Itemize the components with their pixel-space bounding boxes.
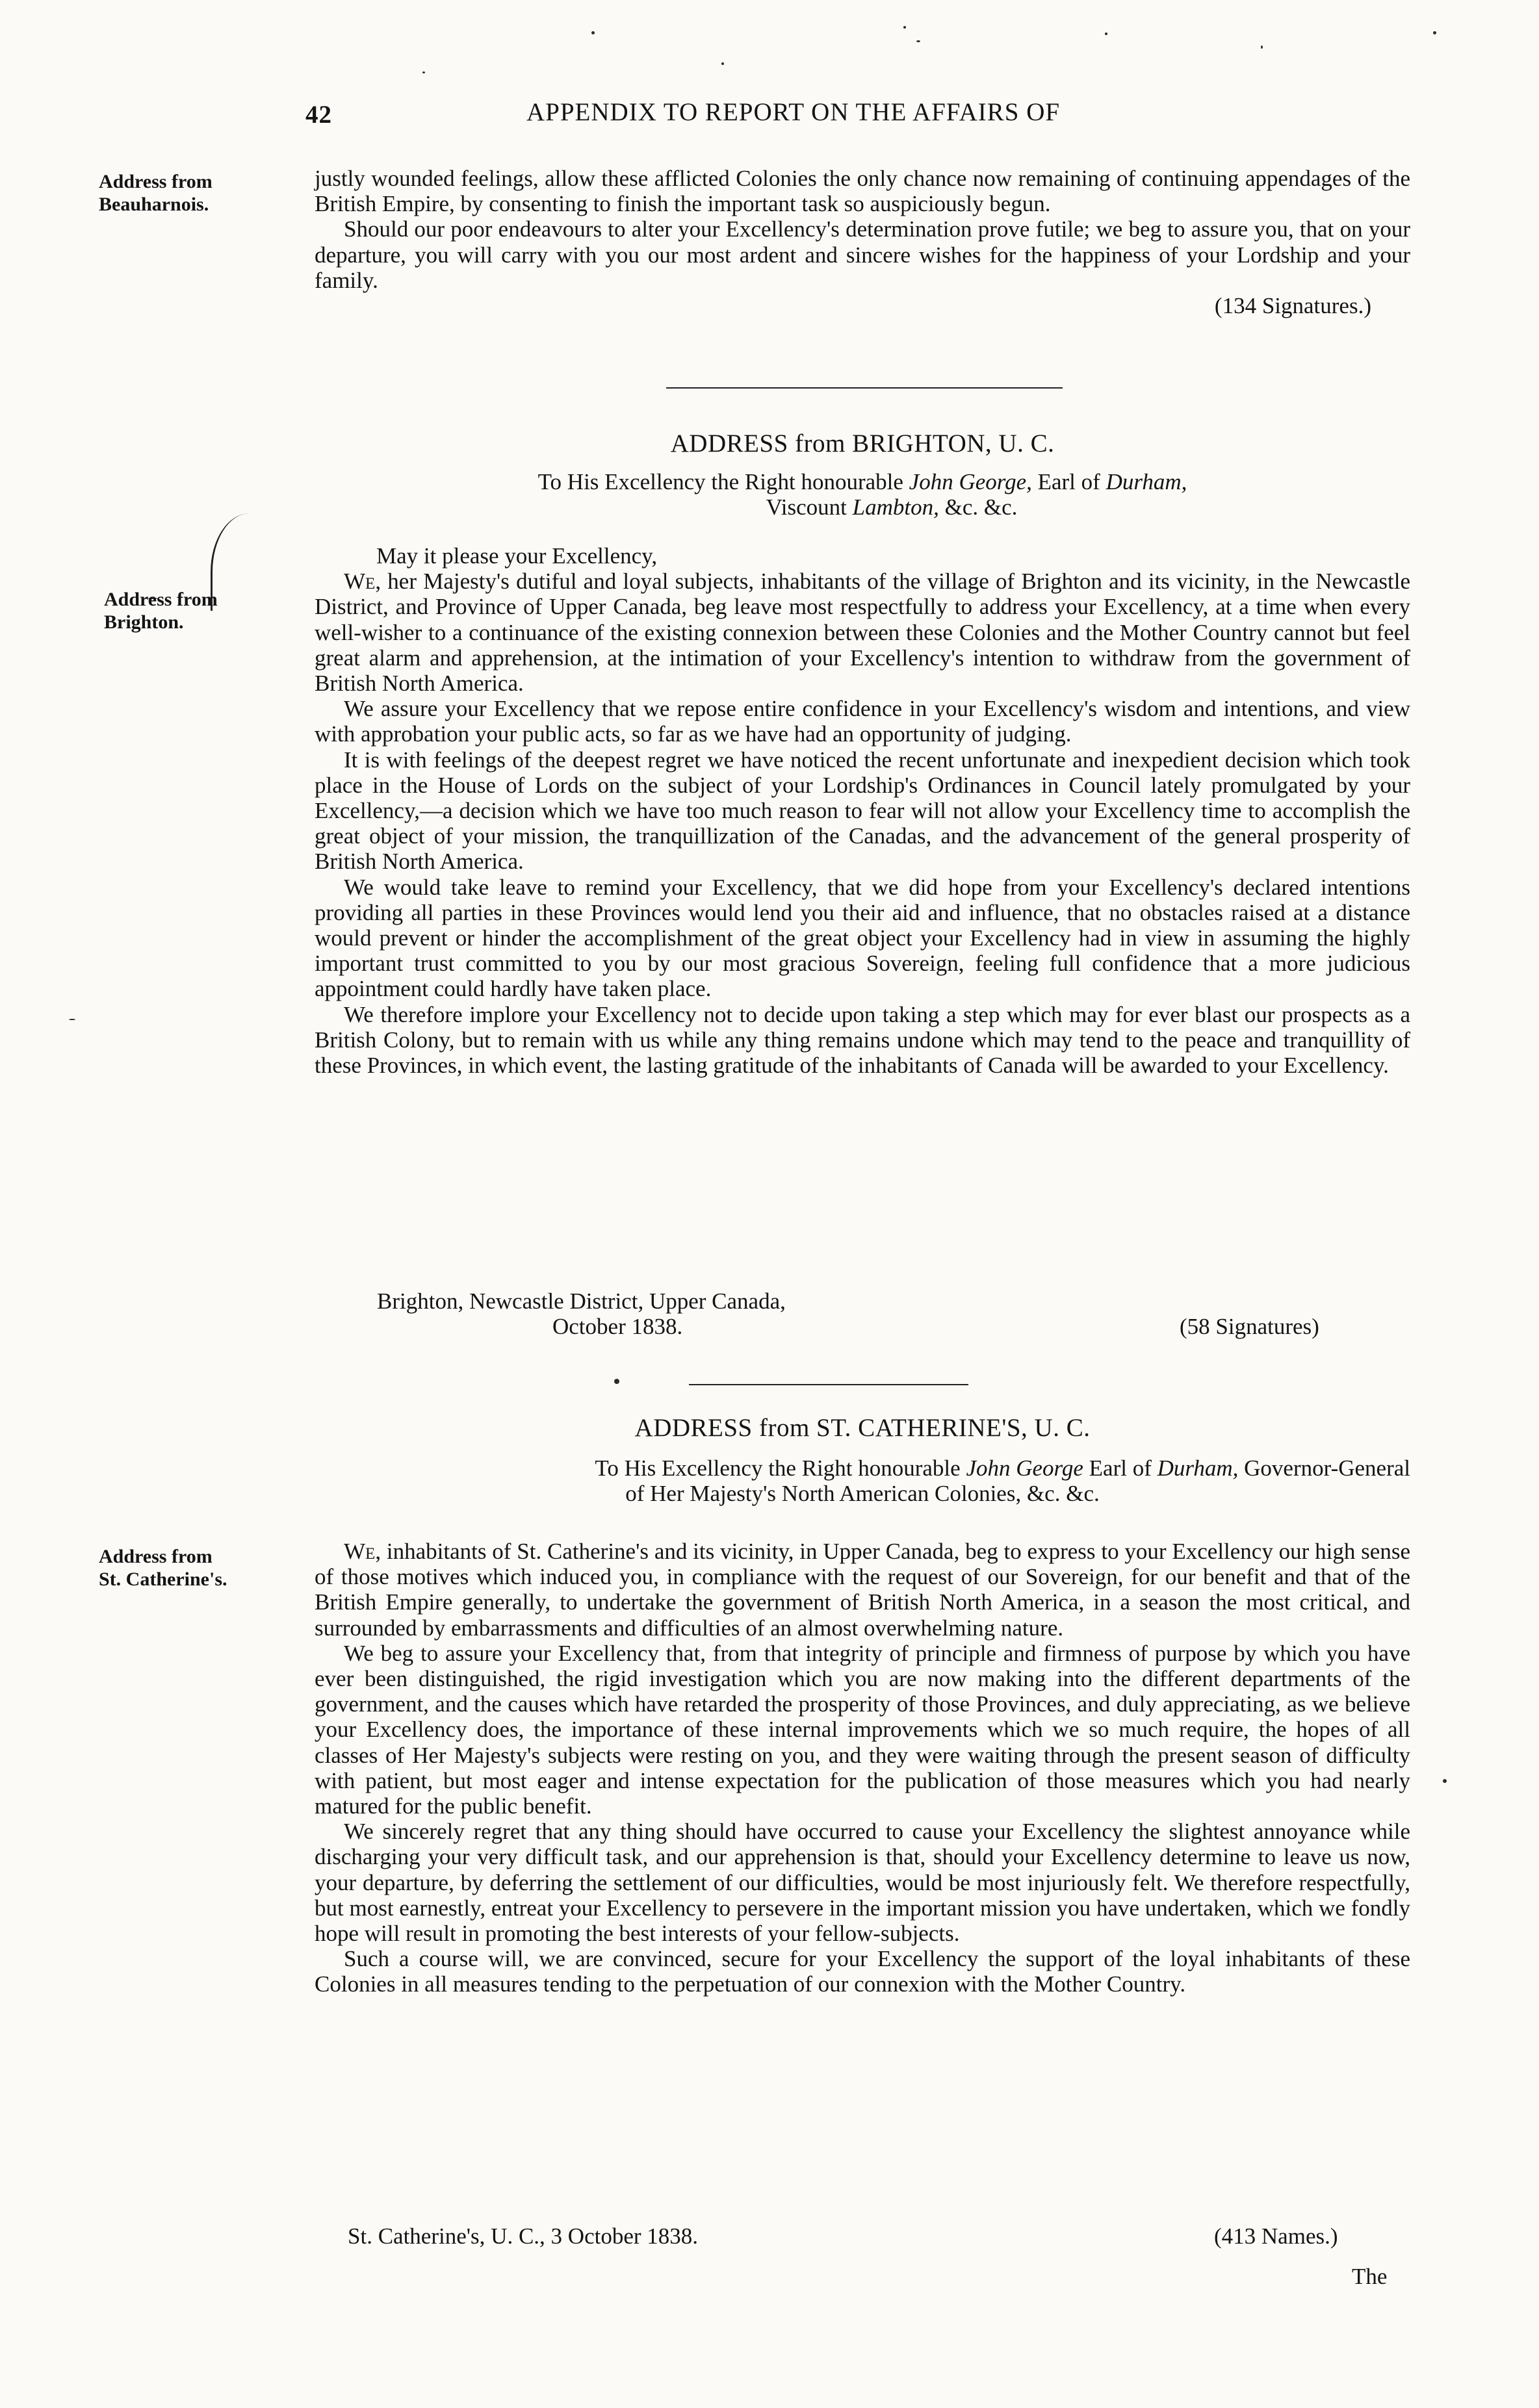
place-date-line: St. Catherine's, U. C., 3 October 1838. <box>348 2223 699 2249</box>
addressee-text: Viscount <box>766 494 853 520</box>
paragraph <box>315 1539 1410 1641</box>
margin-note-line: Brighton. <box>104 611 184 633</box>
addressee-text: Earl of <box>1083 1455 1157 1481</box>
paragraph: We sincerely regret that any thing should have occurred to cause your Excellency the slightest annoyance while discharging your very difficult task, and our apprehension is that, should your Excellency determine to leave us now, your departure, by deferring the settlement of our difficulties, would be most injuriously felt. We therefore respectfully, but most earnestly, entreat your Excellency to persevere in the important mission you have undertaken, which we fondly hope will result in promoting the best interests of your fellow-subjects. <box>315 1819 1410 1947</box>
paragraph-text: , her Majesty's dutiful and loyal subjects, inhabitants of the village of Brighton and its vicinity, in the Newcastle District, and Province of Upper Canada, beg leave most respectfully to address your Excellency, at a time when every well-wisher to a continuance of the existing connexion between these Colonies and the Mother Country cannot but feel great alarm and apprehension, at the intimation of your Excellency's intention to withdraw from the government of British North America. <box>315 569 1410 697</box>
scan-speck <box>903 26 906 29</box>
addressee-text: &c. &c. <box>938 494 1018 520</box>
scan-speck <box>721 62 724 65</box>
scan-speck <box>1261 45 1263 49</box>
scan-speck <box>422 71 425 73</box>
margin-note-st-catherines <box>99 1545 255 1591</box>
addressee-text: Earl of <box>1031 469 1106 494</box>
salutation: May it please your Excellency, <box>376 543 658 569</box>
place-line: Brighton, Newcastle District, Upper Canada, <box>377 1288 786 1314</box>
addressee-text: To His Excellency the Right honourable <box>537 469 909 494</box>
margin-note-line: Address from <box>99 1546 213 1567</box>
scan-speck <box>916 40 920 42</box>
paragraph: We beg to assure your Excellency that, from that integrity of principle and firmness of purpose by which you have ever been distinguished, the rigid investigation which you are now making into the different departments of the government, and the causes which have retarded the prosperity of those Provinces, and duly appreciating, as we believe your Excellency does, the importance of these internal improvements which we so much require, the hopes of all classes of Her Majesty's subjects were resting on you, and they were waiting through the present season of difficulty with patient, but most eager and intense expectation for the publication of those measures which you had nearly matured for the public benefit. <box>315 1640 1410 1819</box>
paragraph-text: , inhabitants of St. Catherine's and its vicinity, in Upper Canada, beg to express to your Excellency our high sense of those motives which induced you, in compliance with the request of our Sovereign, for our benefit and that of the British Empire generally, to undertake the government of British North America, in a season the most critical, and surrounded by embarrassments and difficulties of an almost overwhelming nature. <box>315 1539 1410 1641</box>
paragraph: Such a course will, we are convinced, secure for your Excellency the support of the loyal inhabitants of these Colonies in all measures tending to the perpetuation of our connexion with the Mother Country. <box>315 1946 1410 1997</box>
catchword: The <box>1352 2264 1388 2289</box>
scan-speck <box>614 1379 619 1384</box>
addressee-name: John George, <box>909 469 1032 494</box>
names-count: (413 Names.) <box>1214 2223 1338 2249</box>
paragraph: We assure your Excellency that we repose entire confidence in your Excellency's wisdom and intentions, and view with approbation your public acts, so far as we have had an opportunity of judging. <box>315 696 1410 747</box>
margin-note-line: St. Catherine's. <box>99 1569 227 1590</box>
running-title: APPENDIX TO REPORT ON THE AFFAIRS OF <box>526 98 1061 126</box>
addressee-title: Lambton, <box>852 494 939 520</box>
paragraph: We would take leave to remind your Excellency, that we did hope from your Excellency's declared intentions providing all parties in these Provinces would lend you their aid and influence, that no obstacles raised at a distance would prevent or hinder the accomplishment of the great object your Excellency had in view in assuming the highly important trust committed to you by our most gracious Sovereign, feeling full confidence that a more judicious appointment could hardly have taken place. <box>315 874 1410 1002</box>
section-heading: ADDRESS from ST. CATHERINE'S, U. C. <box>634 1414 1091 1442</box>
addressee-line: of Her Majesty's North American Colonies, &c. &c. <box>625 1481 1100 1507</box>
paragraph: justly wounded feelings, allow these afflicted Colonies the only chance now remaining of continuing appendages of the British Empire, by consenting to finish the important task so auspiciously begun. <box>315 166 1410 217</box>
addressee-name: John George <box>966 1455 1083 1481</box>
page-number: 42 <box>305 101 332 129</box>
addressee-line <box>315 469 1410 494</box>
addressee <box>315 469 1410 520</box>
section-heading: ADDRESS from BRIGHTON, U. C. <box>670 429 1055 457</box>
signature-count: (134 Signatures.) <box>1214 293 1371 319</box>
scan-speck <box>591 31 595 34</box>
signature-count: (58 Signatures) <box>1180 1314 1319 1339</box>
opening-word: We <box>344 569 376 595</box>
page-header <box>305 97 1280 136</box>
margin-note-brighton <box>104 588 260 634</box>
section-divider <box>689 1384 968 1385</box>
addressee-line <box>315 494 1410 520</box>
beauharnois-address-text <box>315 166 1410 318</box>
paragraph: Should our poor endeavours to alter your Excellency's determination prove futile; we beg to assure you, that on your departure, you will carry with you our most ardent and sincere wishes for the happiness of your Lordship and your family. <box>315 216 1410 293</box>
addressee-line <box>315 1455 1410 1481</box>
addressee-title: Durham, <box>1106 469 1187 494</box>
section-divider <box>666 387 1063 389</box>
addressee-title: Durham, <box>1157 1455 1239 1481</box>
scan-speck <box>1433 31 1436 34</box>
paragraph: We therefore implore your Excellency not to decide upon taking a step which may for ever blast our prospects as a British Colony, but to remain with us while any thing remains undone which may tend to the peace and tranquillity of these Provinces, in which event, the lasting gratitude of the inhabitants of Canada will be awarded to your Excellency. <box>315 1001 1410 1079</box>
addressee-text: Governor-General <box>1238 1455 1410 1481</box>
paragraph <box>315 569 1410 696</box>
scan-speck <box>1105 32 1107 35</box>
opening-word: We <box>344 1539 376 1564</box>
margin-note-beauharnois <box>99 170 255 216</box>
margin-note-line: Beauharnois. <box>99 194 209 215</box>
scan-speck <box>69 1019 75 1020</box>
date-line: October 1838. <box>552 1314 683 1339</box>
addressee <box>315 1455 1410 1506</box>
addressee-text: To His Excellency the Right honourable <box>595 1455 966 1481</box>
brighton-address-text <box>315 543 1410 1078</box>
margin-note-line: Address from <box>104 589 218 610</box>
st-catherines-address-text <box>315 1539 1410 1997</box>
scan-speck <box>1443 1779 1447 1783</box>
paragraph: It is with feelings of the deepest regret we have noticed the recent unfortunate and inexpedient decision which took place in the House of Lords on the subject of your Lordship's Ordinances in Council lately promulgated by your Excellency,—a decision which we have too much reason to fear will not allow your Excellency time to accomplish the great object of your mission, the tranquillization of the Canadas, and the advancement of the general prosperity of British North America. <box>315 747 1410 875</box>
margin-note-line: Address from <box>99 171 213 192</box>
